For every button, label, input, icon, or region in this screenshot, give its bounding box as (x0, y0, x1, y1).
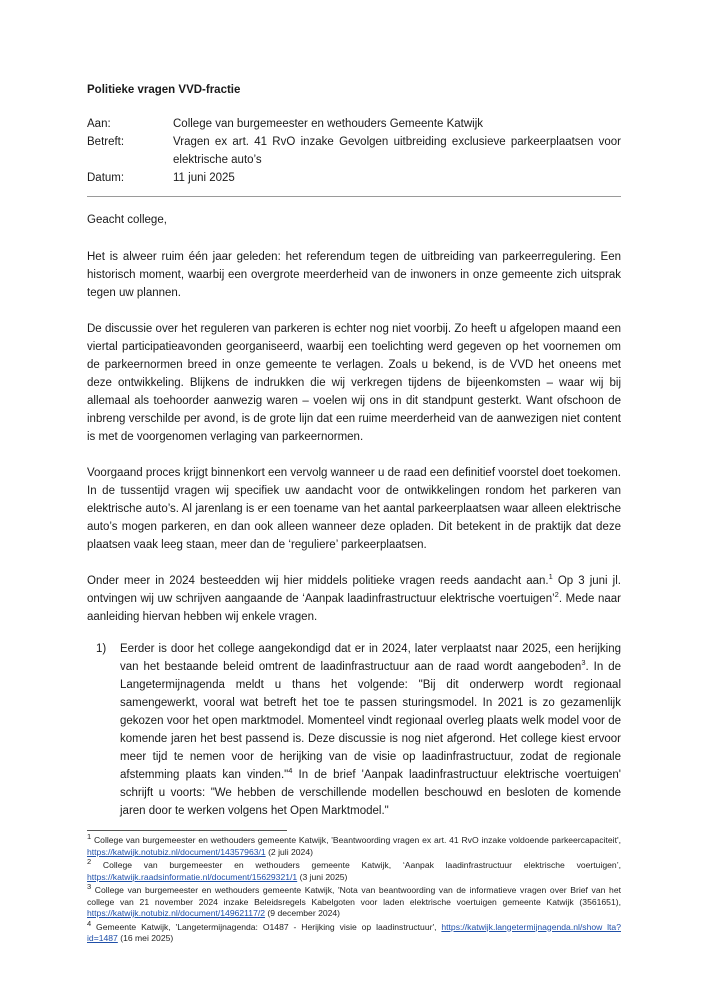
footnote-ref[interactable]: 3 (581, 658, 586, 668)
meta-value: Vragen ex art. 41 RvO inzake Gevolgen uitbreiding exclusieve parkeerplaatsen voor elektrische auto’s (173, 136, 621, 166)
text-span: Eerder is door het college aangekondigd dat er in 2024, later verplaatst naar 2025, een herijking van het bestaande beleid omtrent de laadinfrastructuur aan de raad wordt aangeboden (120, 643, 621, 673)
footnote-ref[interactable]: 1 (548, 572, 553, 582)
text-span: . Mede naar aanleiding hiervan hebben wij enkele vragen. (87, 593, 621, 623)
footnote-link[interactable]: https://katwijk.notubiz.nl/document/14962117/2 (87, 908, 266, 918)
footnote-2 (87, 857, 621, 883)
footnote-text: College van burgemeester en wethouders gemeente Katwijk, ‘Aanpak laadinfrastructuur elektrische voertuigen’, (91, 860, 621, 870)
meta-label: Betreft: (87, 136, 125, 148)
text-span: Onder meer in 2024 besteedden wij hier middels politieke vragen reeds aandacht aan. (87, 575, 549, 587)
footnote-number: 1 (87, 832, 92, 842)
salutation: Geacht college, (87, 214, 167, 226)
meta-value: 11 juni 2025 (173, 172, 235, 184)
footnote-text: College van burgemeester en wethouders gemeente Katwijk, 'Beantwoording vragen ex art. 41 RvO inzake voldoende parkeercapaciteit', (91, 835, 621, 845)
footnote-text: Gemeente Katwijk, 'Langetermijnagenda: O1487 - Herijking visie op laadinstructuur', (91, 921, 442, 932)
footnote-date: (9 december 2024) (265, 908, 341, 918)
footnote-link[interactable]: https://katwijk.notubiz.nl/document/14357963/1 (87, 846, 266, 857)
footnote-link[interactable]: https://katwijk.langetermijnagenda.nl/show_lta?id=1487 (87, 921, 621, 943)
meta-row-betreft (87, 133, 621, 169)
meta-row-datum (87, 169, 621, 187)
header-meta (87, 115, 621, 187)
footnote-date: (2 juli 2024) (265, 846, 313, 857)
footnote-divider (87, 830, 287, 831)
footnote-link[interactable]: https://katwijk.raadsinformatie.nl/document/15629321/1 (87, 871, 298, 882)
text-span: Op 3 juni jl. ontvingen wij uw schrijven aangaande de ‘Aanpak laadinfrastructuur elektrische voertuigen’ (87, 575, 621, 605)
header-divider (87, 196, 621, 197)
footnote-text: College van burgemeester en wethouders gemeente Katwijk, 'Nota van beantwoording van de informatieve vragen over Brief van het college van 21 november 2024 inzake Beleidsregels Kabelgoten voor laden elektrische voertuigen gemeente Katwijk (3561651), (87, 885, 621, 907)
meta-value: College van burgemeester en wethouders Gemeente Katwijk (173, 118, 484, 130)
footnote-1 (87, 832, 621, 858)
footnote-ref[interactable]: 2 (554, 590, 559, 600)
footnotes (87, 832, 621, 945)
paragraph-4 (87, 572, 621, 626)
footnote-date: (3 juni 2025) (297, 871, 348, 882)
footnote-number: 4 (87, 918, 92, 928)
question-item (87, 640, 621, 820)
document-title: Politieke vragen VVD-fractie (87, 84, 241, 96)
meta-row-aan (87, 115, 621, 133)
letter-body (87, 211, 621, 820)
text-span: . In de Langetermijnagenda meldt u thans het volgende: "Bij dit onderwerp wordt regionaal samengewerkt, vooral wat betreft het toe te passen sturingsmodel. In 2021 is zo gezamenlijk gekozen voor het open marktmodel. Momenteel vindt regionaal overleg plaats welk model voor de komende jaren het best passend is. Deze discussie is nog niet afgerond. Het college kiest ervoor meer tijd te nemen voor de herijking van de visie op laadinfrastructuur, zodat de regionale afstemming plaats kan vinden." (120, 661, 622, 781)
footnote-ref[interactable]: 4 (288, 766, 293, 776)
footnote-date: (16 mei 2025) (117, 933, 174, 943)
paragraph-1: Het is alweer ruim één jaar geleden: het referendum tegen de uitbreiding van parkeerregulering. Een historisch moment, waarbij een overgrote meerderheid van de inwoners in onze gemeente zich uitsprak tegen uw plannen. (87, 251, 621, 299)
paragraph-3: Voorgaand proces krijgt binnenkort een vervolg wanneer u de raad een definitief voorstel doet toekomen. In de tussentijd vragen wij specifiek uw aandacht voor de ontwikkelingen rondom het parkeren van elektrische auto’s. Al jarenlang is er een toename van het aantal parkeerplaatsen waar alleen elektrische auto’s mogen parkeren, en dan ook alleen wanneer deze opladen. Dit betekent in de praktijk dat deze plaatsen vaak leeg staan, meer dan de ‘reguliere’ parkeerplaatsen. (87, 467, 621, 551)
footnote-4 (87, 918, 621, 945)
meta-label: Aan: (87, 118, 111, 130)
footnote-number: 3 (87, 882, 92, 892)
text-span: In de brief 'Aanpak laadinfrastructuur elektrische voertuigen' schrijft u voorts: "We hebben de verschillende modellen beschouwd en besloten de komende jaren door te werken volgens het Open Marktmodel." (120, 769, 621, 817)
question-text (120, 640, 621, 820)
paragraph-2: De discussie over het reguleren van parkeren is echter nog niet voorbij. Zo heeft u afgelopen maand een viertal participatieavonden georganiseerd, waarbij een toelichting werd gegeven op het voornemen om de parkeernormen breed in onze gemeente te verlagen. Zoals u bekend, is de VVD het oneens met deze ontwikkeling. Blijkens de indrukken die wij verkregen tijdens de bijeenkomsten – waar wij bij allemaal als toehoorder aanwezig waren – voelen wij ons in dit standpunt gesterkt. Want ofschoon de inbreng verschilde per avond, is de grote lijn dat een ruime meerderheid van de aanwezigen niet content is met de voorgenomen verlaging van parkeernormen. (87, 323, 621, 443)
meta-label: Datum: (87, 172, 125, 184)
footnote-3 (87, 882, 621, 920)
question-list (87, 640, 621, 820)
question-number: 1) (96, 643, 107, 655)
footnote-number: 2 (87, 857, 92, 867)
